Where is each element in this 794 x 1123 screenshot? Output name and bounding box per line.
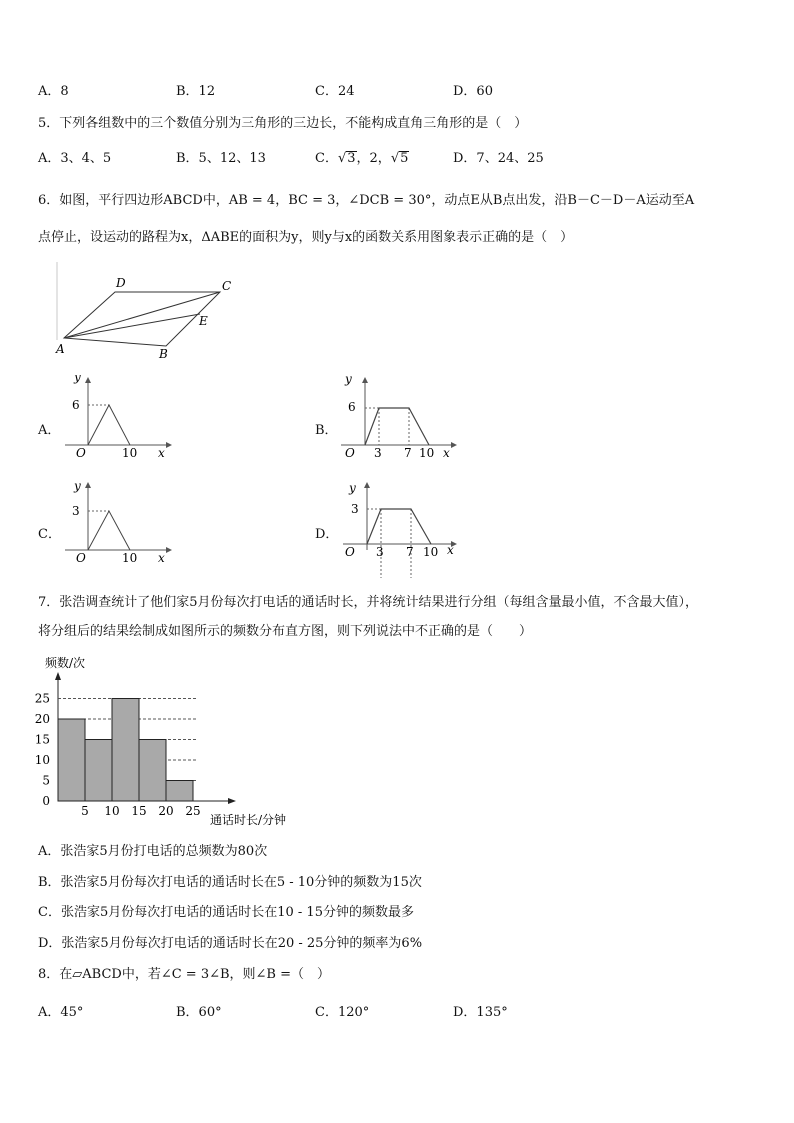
q7-option-d: D．张浩家5月份每次打电话的通话时长在20 - 25分钟的频率为6%	[38, 936, 423, 951]
graph-d-peak-label: 3	[351, 502, 359, 516]
graph-c-x-tick: 10	[122, 551, 138, 562]
histogram-x-label: 通话时长/分钟	[210, 813, 287, 827]
q7-option-b: B．张浩家5月份每次打电话的通话时长在5 - 10分钟的频数为15次	[38, 875, 422, 890]
graph-c	[60, 480, 180, 562]
parallelogram-abcd	[64, 292, 220, 346]
parallelogram-figure	[50, 262, 250, 366]
q8-option-a: A．45°	[38, 1005, 84, 1020]
graph-a-x-arrow	[166, 442, 172, 448]
graph-b-origin: O	[345, 446, 355, 457]
label-e: E	[199, 314, 208, 328]
histogram-y-arrow	[55, 672, 61, 680]
q4-option-d: D．60	[453, 84, 493, 99]
q5-option-c-root1: 3	[347, 151, 356, 166]
graph-c-x-label: x	[158, 551, 165, 562]
q6-option-a-letter: A．	[38, 423, 61, 438]
graph-d-x-label: x	[447, 543, 454, 557]
q5-option-c-root2: 5	[400, 151, 409, 166]
q6-stem-line1: 6．如图，平行四边形ABCD中，AB = 4，BC = 3，∠DCB = 30°，动点E从B点出发，沿B－C－D－A运动至A	[38, 193, 695, 208]
graph-d-x-tick-3: 3	[376, 545, 384, 559]
graph-a	[60, 375, 180, 457]
graph-d	[333, 478, 468, 582]
graph-c-curve	[88, 511, 130, 550]
graph-b-x-tick-10: 10	[419, 446, 435, 457]
graph-a-peak-label: 6	[72, 398, 80, 412]
graph-b-peak-label: 6	[348, 400, 356, 414]
histogram-y-tick-20: 20	[34, 712, 50, 726]
graph-b-y-arrow	[362, 377, 368, 383]
q7-option-a: A．张浩家5月份打电话的总频数为80次	[38, 844, 268, 859]
q5-option-c-prefix: C．	[315, 151, 338, 166]
graph-d-y-arrow	[364, 482, 370, 488]
q5-option-d: D．7、24、25	[453, 151, 544, 166]
histogram-bar-10-15	[112, 699, 139, 802]
graph-b-x-tick-7: 7	[404, 446, 412, 457]
graph-c-x-arrow	[166, 547, 172, 553]
graph-b-x-label: x	[443, 446, 450, 457]
graph-c-peak-label: 3	[72, 504, 80, 518]
q8-option-d: D．135°	[453, 1005, 508, 1020]
q4-option-a: A．8	[38, 84, 69, 99]
graph-b-x-tick-3: 3	[374, 446, 382, 457]
histogram-y-tick-15: 15	[34, 732, 50, 747]
label-d: D	[116, 276, 126, 290]
graph-a-y-label: y	[74, 375, 81, 384]
label-b: B	[159, 347, 168, 361]
q5-option-c: C．√3，2，√5	[315, 151, 409, 166]
q5-option-a: A．3、4、5	[38, 151, 112, 166]
graph-a-y-arrow	[85, 377, 91, 383]
histogram-x-tick-20: 20	[158, 804, 174, 818]
q6-option-d-letter: D．	[315, 527, 339, 542]
histogram-bar-20-25	[166, 781, 193, 802]
histogram-bar-5-10	[85, 740, 112, 802]
q7-option-c: C．张浩家5月份每次打电话的通话时长在10 - 15分钟的频数最多	[38, 905, 414, 920]
graph-a-x-tick: 10	[122, 446, 138, 457]
q8-option-c: C．120°	[315, 1005, 370, 1020]
q5-stem: 5．下列各组数中的三个数值分别为三角形的三边长，不能构成直角三角形的是（ ）	[38, 116, 528, 131]
graph-d-y-label: y	[349, 481, 356, 495]
graph-b-curve	[365, 408, 429, 445]
histogram-y-tick-25: 25	[34, 691, 50, 706]
q5-option-c-sep: ，2，	[356, 151, 391, 166]
q6-option-b-letter: B．	[315, 423, 338, 438]
graph-b-y-label: y	[345, 375, 352, 386]
label-a: A	[56, 342, 65, 356]
graph-b	[333, 375, 468, 457]
graph-c-y-label: y	[74, 480, 81, 493]
q4-option-c: C．24	[315, 84, 355, 99]
q8-stem: 8．在▱ABCD中，若∠C = 3∠B，则∠B =（ ）	[38, 967, 331, 982]
histogram-y-tick-0: 0	[42, 794, 50, 808]
graph-a-origin: O	[76, 446, 86, 457]
q7-stem-line2: 将分组后的结果绘制成如图所示的频数分布直方图，则下列说法中不正确的是（ ）	[38, 624, 533, 639]
q8-option-b: B．60°	[176, 1005, 222, 1020]
histogram-x-tick-15: 15	[131, 804, 147, 818]
q5-option-b: B．5、12、13	[176, 151, 266, 166]
q7-stem-line1: 7．张浩调查统计了他们家5月份每次打电话的通话时长，并将统计结果进行分组（每组含量最小值，不含最大值），	[38, 595, 699, 610]
histogram-y-label: 频数/次	[45, 656, 86, 670]
histogram-x-arrow	[228, 798, 236, 804]
q6-stem-line2: 点停止，设运动的路程为x，ΔABE的面积为y，则y与x的函数关系用图象表示正确的是（ ）	[38, 230, 574, 245]
histogram-bar-0-5	[58, 719, 85, 801]
graph-d-x-tick-10: 10	[423, 545, 439, 559]
histogram-y-tick-10: 10	[34, 753, 50, 767]
q4-option-b: B．12	[176, 84, 216, 99]
graph-d-curve	[367, 509, 431, 544]
q6-option-c-letter: C．	[38, 527, 61, 542]
graph-c-origin: O	[76, 551, 86, 562]
graph-d-x-tick-7: 7	[406, 545, 414, 559]
histogram-y-tick-5: 5	[42, 773, 50, 788]
graph-d-origin: O	[345, 545, 355, 559]
graph-a-x-label: x	[158, 446, 165, 457]
histogram-x-tick-25: 25	[185, 804, 201, 818]
histogram-x-tick-10: 10	[104, 804, 120, 818]
graph-a-curve	[88, 405, 130, 445]
graph-c-y-arrow	[85, 482, 91, 488]
label-c: C	[222, 279, 232, 293]
histogram-x-tick-5: 5	[81, 804, 89, 818]
frequency-histogram	[30, 650, 320, 832]
graph-b-x-arrow	[451, 442, 457, 448]
histogram-bar-15-20	[139, 740, 166, 802]
